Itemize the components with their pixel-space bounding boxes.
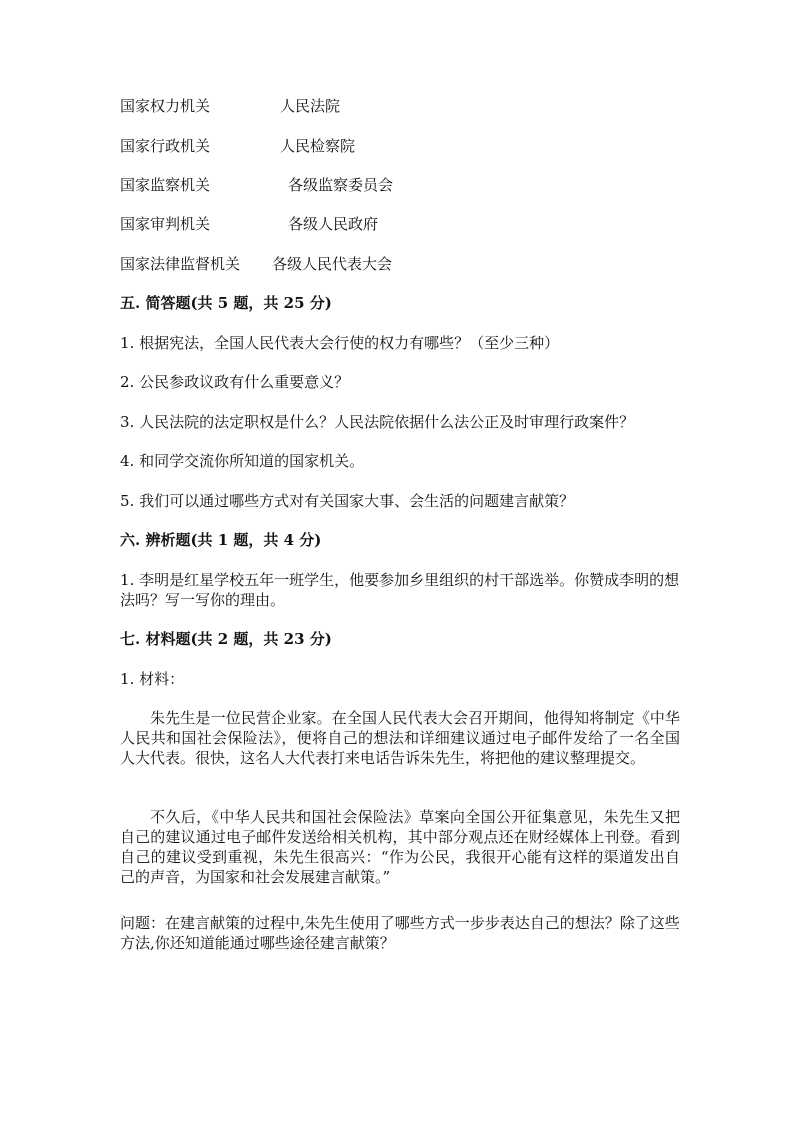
matching-right-item: 各级人民代表大会 [272, 255, 393, 273]
material-label: 1. 材料： [120, 670, 185, 688]
matching-right-item: 各级监察委员会 [288, 176, 394, 194]
matching-right-item: 各级人民政府 [288, 215, 379, 233]
section-heading-short-answer: 五. 简答题(共 5 题，共 25 分) [120, 294, 332, 312]
matching-left-item: 国家审判机关 [120, 215, 211, 233]
matching-left-item: 国家法律监督机关 [120, 255, 241, 273]
matching-left-item: 国家监察机关 [120, 176, 211, 194]
section-heading-analysis: 六. 辨析题(共 1 题，共 4 分) [120, 531, 322, 549]
material-paragraph: 不久后，《中华人民共和国社会保险法》草案向全国公开征集意见，朱先生又把自己的建议通过电子邮件发送给相关机构，其中部分观点还在财经媒体上刊登。看到自己的建议受到重视，朱先生很高兴：“作为公民，我很开心能有这样的渠道发出自己的声音，为国家和社会发展建言献策。” [120, 808, 680, 886]
question-item: 2. 公民参政议政有什么重要意义？ [120, 373, 350, 391]
section-heading-material: 七. 材料题(共 2 题，共 23 分) [120, 630, 332, 648]
question-item: 5. 我们可以通过哪些方式对有关国家大事、会生活的问题建言献策？ [120, 492, 575, 510]
material-paragraph: 朱先生是一位民营企业家。在全国人民代表大会召开期间，他得知将制定《中华人民共和国社会保险法》，便将自己的想法和详细建议通过电子邮件发给了一名全国人大代表。很快，这名人大代表打来电话告诉朱先生，将把他的建议整理提交。 [120, 709, 680, 767]
matching-left-item: 国家权力机关 [120, 97, 211, 115]
material-question: 问题：在建言献策的过程中,朱先生使用了哪些方式一步步表达自己的想法？除了这些方法,你还知道能通过哪些途径建言献策？ [120, 914, 680, 952]
matching-left-item: 国家行政机关 [120, 137, 211, 155]
question-item: 1. 根据宪法，全国人民代表大会行使的权力有哪些？（至少三种） [120, 334, 560, 352]
question-item: 3. 人民法院的法定职权是什么？人民法院依据什么法公正及时审理行政案件？ [120, 413, 635, 431]
question-item: 1. 李明是红星学校五年一班学生，他要参加乡里组织的村干部选举。你赞成李明的想法吗？写一写你的理由。 [120, 571, 680, 609]
matching-right-item: 人民法院 [280, 97, 341, 115]
question-item: 4. 和同学交流你所知道的国家机关。 [120, 452, 365, 470]
matching-right-item: 人民检察院 [280, 137, 356, 155]
